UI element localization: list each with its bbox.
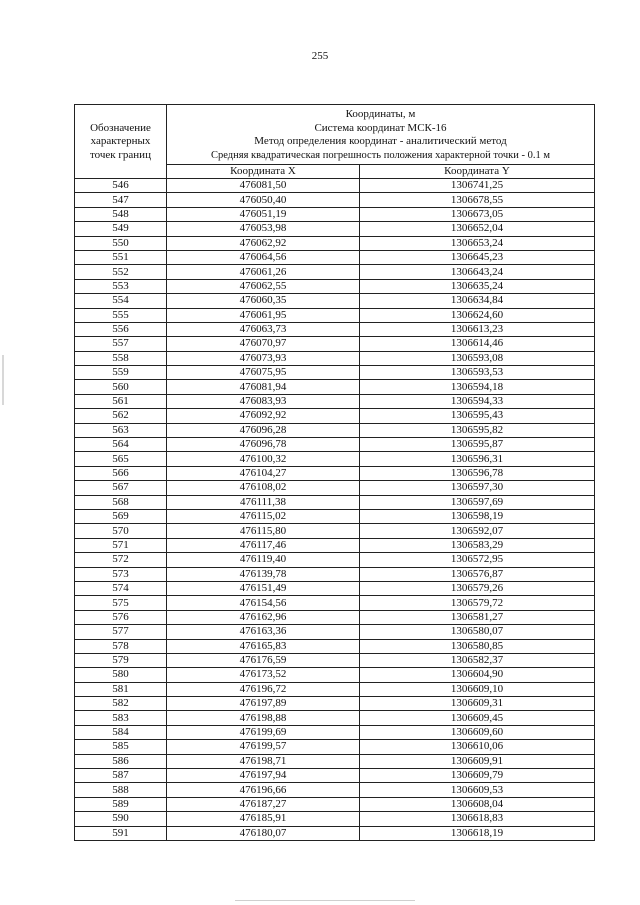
coordinates-header-line: Координаты, м (345, 108, 416, 120)
table-row (75, 812, 595, 826)
header-row (75, 105, 595, 165)
point-id-cell: 573 (75, 567, 167, 581)
y-coordinate-cell: 1306643,24 (360, 265, 595, 279)
y-coordinate-cell: 1306613,23 (360, 322, 595, 336)
coordinates-table (74, 104, 595, 841)
table-row (75, 351, 595, 365)
point-id-cell: 567 (75, 481, 167, 495)
y-coordinate-cell: 1306609,60 (360, 725, 595, 739)
point-id-cell: 565 (75, 452, 167, 466)
point-id-cell: 570 (75, 524, 167, 538)
x-coordinate-cell: 476073,93 (167, 351, 360, 365)
x-coordinate-cell: 476115,02 (167, 509, 360, 523)
y-column-header: Координата Y (360, 165, 595, 179)
table-row (75, 596, 595, 610)
y-coordinate-cell: 1306582,37 (360, 653, 595, 667)
scan-bottom-mark (235, 900, 415, 901)
point-id-cell: 548 (75, 207, 167, 221)
x-coordinate-cell: 476187,27 (167, 797, 360, 811)
point-id-cell: 585 (75, 740, 167, 754)
table-row (75, 524, 595, 538)
table-row (75, 308, 595, 322)
y-coordinate-cell: 1306592,07 (360, 524, 595, 538)
point-id-cell: 572 (75, 553, 167, 567)
y-coordinate-cell: 1306609,53 (360, 783, 595, 797)
x-coordinate-cell: 476050,40 (167, 193, 360, 207)
y-coordinate-cell: 1306576,87 (360, 567, 595, 581)
table-row (75, 711, 595, 725)
y-coordinate-cell: 1306624,60 (360, 308, 595, 322)
point-id-cell: 583 (75, 711, 167, 725)
table-row (75, 783, 595, 797)
table-row (75, 207, 595, 221)
point-id-cell: 561 (75, 394, 167, 408)
point-id-cell: 554 (75, 294, 167, 308)
x-coordinate-cell: 476198,88 (167, 711, 360, 725)
table-row (75, 682, 595, 696)
x-coordinate-cell: 476173,52 (167, 668, 360, 682)
y-coordinate-cell: 1306635,24 (360, 279, 595, 293)
table-row (75, 553, 595, 567)
table-row (75, 653, 595, 667)
table-row (75, 769, 595, 783)
point-id-cell: 555 (75, 308, 167, 322)
x-coordinate-cell: 476092,92 (167, 409, 360, 423)
point-id-header-line: Обозначение (90, 121, 151, 134)
y-coordinate-cell: 1306608,04 (360, 797, 595, 811)
point-id-cell: 578 (75, 639, 167, 653)
point-id-cell: 556 (75, 322, 167, 336)
x-coordinate-cell: 476083,93 (167, 394, 360, 408)
point-id-cell: 584 (75, 725, 167, 739)
point-id-cell: 546 (75, 179, 167, 193)
y-coordinate-cell: 1306593,53 (360, 366, 595, 380)
y-coordinate-cell: 1306580,07 (360, 625, 595, 639)
y-coordinate-cell: 1306595,87 (360, 438, 595, 452)
y-coordinate-cell: 1306645,23 (360, 250, 595, 264)
table-body (75, 179, 595, 841)
point-id-cell: 589 (75, 797, 167, 811)
point-id-cell: 563 (75, 423, 167, 437)
x-coordinate-cell: 476180,07 (167, 826, 360, 840)
y-coordinate-cell: 1306597,30 (360, 481, 595, 495)
point-id-cell: 588 (75, 783, 167, 797)
point-id-cell: 580 (75, 668, 167, 682)
x-coordinate-cell: 476096,28 (167, 423, 360, 437)
x-coordinate-cell: 476062,92 (167, 236, 360, 250)
x-coordinate-cell: 476117,46 (167, 538, 360, 552)
table-row (75, 337, 595, 351)
point-id-cell: 557 (75, 337, 167, 351)
x-coordinate-cell: 476139,78 (167, 567, 360, 581)
table-row (75, 581, 595, 595)
coordinates-header-line: Метод определения координат - аналитический метод (254, 135, 507, 147)
x-coordinate-cell: 476061,95 (167, 308, 360, 322)
table-row (75, 236, 595, 250)
x-coordinate-cell: 476061,26 (167, 265, 360, 279)
x-column-header: Координата X (167, 165, 360, 179)
x-coordinate-cell: 476199,69 (167, 725, 360, 739)
point-id-cell: 574 (75, 581, 167, 595)
y-coordinate-cell: 1306673,05 (360, 207, 595, 221)
x-coordinate-cell: 476060,35 (167, 294, 360, 308)
table-row (75, 179, 595, 193)
point-id-header-line: характерных (90, 135, 151, 148)
table-row (75, 438, 595, 452)
y-coordinate-cell: 1306609,91 (360, 754, 595, 768)
point-id-cell: 559 (75, 366, 167, 380)
x-coordinate-cell: 476176,59 (167, 653, 360, 667)
point-id-cell: 562 (75, 409, 167, 423)
y-coordinate-cell: 1306614,46 (360, 337, 595, 351)
x-coordinate-cell: 476119,40 (167, 553, 360, 567)
x-coordinate-cell: 476199,57 (167, 740, 360, 754)
table-row (75, 265, 595, 279)
table-row (75, 423, 595, 437)
y-coordinate-cell: 1306678,55 (360, 193, 595, 207)
x-coordinate-cell: 476063,73 (167, 322, 360, 336)
table-row (75, 322, 595, 336)
point-id-cell: 587 (75, 769, 167, 783)
x-coordinate-cell: 476100,32 (167, 452, 360, 466)
y-coordinate-cell: 1306597,69 (360, 495, 595, 509)
x-coordinate-cell: 476070,97 (167, 337, 360, 351)
x-coordinate-cell: 476064,56 (167, 250, 360, 264)
table-row (75, 509, 595, 523)
coordinates-header (167, 105, 595, 165)
table-row (75, 452, 595, 466)
x-coordinate-cell: 476196,66 (167, 783, 360, 797)
table-row (75, 380, 595, 394)
y-coordinate-cell: 1306618,83 (360, 812, 595, 826)
y-coordinate-cell: 1306598,19 (360, 509, 595, 523)
y-coordinate-cell: 1306596,31 (360, 452, 595, 466)
table-row (75, 294, 595, 308)
y-coordinate-cell: 1306609,10 (360, 682, 595, 696)
table-row (75, 466, 595, 480)
y-coordinate-cell: 1306609,31 (360, 697, 595, 711)
point-id-cell: 577 (75, 625, 167, 639)
table-row (75, 409, 595, 423)
table-row (75, 797, 595, 811)
table-row (75, 826, 595, 840)
y-coordinate-cell: 1306609,45 (360, 711, 595, 725)
scan-margin-mark (2, 355, 4, 405)
point-id-cell: 582 (75, 697, 167, 711)
y-coordinate-cell: 1306581,27 (360, 610, 595, 624)
y-coordinate-cell: 1306593,08 (360, 351, 595, 365)
table-row (75, 625, 595, 639)
point-id-cell: 569 (75, 509, 167, 523)
table-row (75, 222, 595, 236)
point-id-cell: 576 (75, 610, 167, 624)
x-coordinate-cell: 476197,94 (167, 769, 360, 783)
table-row (75, 394, 595, 408)
y-coordinate-cell: 1306579,72 (360, 596, 595, 610)
table-row (75, 366, 595, 380)
y-coordinate-cell: 1306583,29 (360, 538, 595, 552)
x-coordinate-cell: 476081,94 (167, 380, 360, 394)
x-coordinate-cell: 476185,91 (167, 812, 360, 826)
point-id-cell: 560 (75, 380, 167, 394)
table-row (75, 754, 595, 768)
x-coordinate-cell: 476104,27 (167, 466, 360, 480)
y-coordinate-cell: 1306572,95 (360, 553, 595, 567)
table-row (75, 725, 595, 739)
point-id-cell: 571 (75, 538, 167, 552)
x-coordinate-cell: 476053,98 (167, 222, 360, 236)
x-coordinate-cell: 476154,56 (167, 596, 360, 610)
y-coordinate-cell: 1306610,06 (360, 740, 595, 754)
point-id-cell: 549 (75, 222, 167, 236)
table-row (75, 740, 595, 754)
point-id-cell: 586 (75, 754, 167, 768)
y-coordinate-cell: 1306741,25 (360, 179, 595, 193)
y-coordinate-cell: 1306652,04 (360, 222, 595, 236)
point-id-cell: 568 (75, 495, 167, 509)
table-row (75, 567, 595, 581)
x-coordinate-cell: 476163,36 (167, 625, 360, 639)
y-coordinate-cell: 1306653,24 (360, 236, 595, 250)
table-row (75, 538, 595, 552)
point-id-cell: 551 (75, 250, 167, 264)
x-coordinate-cell: 476198,71 (167, 754, 360, 768)
point-id-cell: 550 (75, 236, 167, 250)
point-id-cell: 558 (75, 351, 167, 365)
point-id-cell: 581 (75, 682, 167, 696)
x-coordinate-cell: 476051,19 (167, 207, 360, 221)
table-row (75, 250, 595, 264)
point-id-cell: 579 (75, 653, 167, 667)
x-coordinate-cell: 476081,50 (167, 179, 360, 193)
table-row (75, 639, 595, 653)
y-coordinate-cell: 1306609,79 (360, 769, 595, 783)
table-row (75, 668, 595, 682)
table-row (75, 697, 595, 711)
y-coordinate-cell: 1306634,84 (360, 294, 595, 308)
x-coordinate-cell: 476096,78 (167, 438, 360, 452)
table-row (75, 279, 595, 293)
y-coordinate-cell: 1306618,19 (360, 826, 595, 840)
point-id-cell: 564 (75, 438, 167, 452)
point-id-cell: 591 (75, 826, 167, 840)
page-number: 255 (311, 50, 329, 62)
x-coordinate-cell: 476075,95 (167, 366, 360, 380)
x-coordinate-cell: 476115,80 (167, 524, 360, 538)
x-coordinate-cell: 476108,02 (167, 481, 360, 495)
table-row (75, 495, 595, 509)
point-id-cell: 553 (75, 279, 167, 293)
point-id-header (75, 105, 167, 179)
x-coordinate-cell: 476062,55 (167, 279, 360, 293)
point-id-cell: 566 (75, 466, 167, 480)
y-coordinate-cell: 1306594,33 (360, 394, 595, 408)
y-coordinate-cell: 1306595,43 (360, 409, 595, 423)
y-coordinate-cell: 1306596,78 (360, 466, 595, 480)
x-coordinate-cell: 476196,72 (167, 682, 360, 696)
point-id-cell: 547 (75, 193, 167, 207)
x-coordinate-cell: 476151,49 (167, 581, 360, 595)
point-id-header-line: точек границ (90, 148, 151, 161)
x-coordinate-cell: 476162,96 (167, 610, 360, 624)
point-id-cell: 590 (75, 812, 167, 826)
table-row (75, 481, 595, 495)
table-row (75, 610, 595, 624)
coordinates-header-line: Средняя квадратическая погрешность положения характерной точки - 0.1 м (211, 149, 550, 161)
table-row (75, 193, 595, 207)
y-coordinate-cell: 1306594,18 (360, 380, 595, 394)
y-coordinate-cell: 1306604,90 (360, 668, 595, 682)
x-coordinate-cell: 476165,83 (167, 639, 360, 653)
y-coordinate-cell: 1306579,26 (360, 581, 595, 595)
coordinates-header-line: Система координат МСК-16 (314, 121, 447, 134)
y-coordinate-cell: 1306580,85 (360, 639, 595, 653)
point-id-cell: 552 (75, 265, 167, 279)
x-coordinate-cell: 476197,89 (167, 697, 360, 711)
x-coordinate-cell: 476111,38 (167, 495, 360, 509)
y-coordinate-cell: 1306595,82 (360, 423, 595, 437)
point-id-cell: 575 (75, 596, 167, 610)
